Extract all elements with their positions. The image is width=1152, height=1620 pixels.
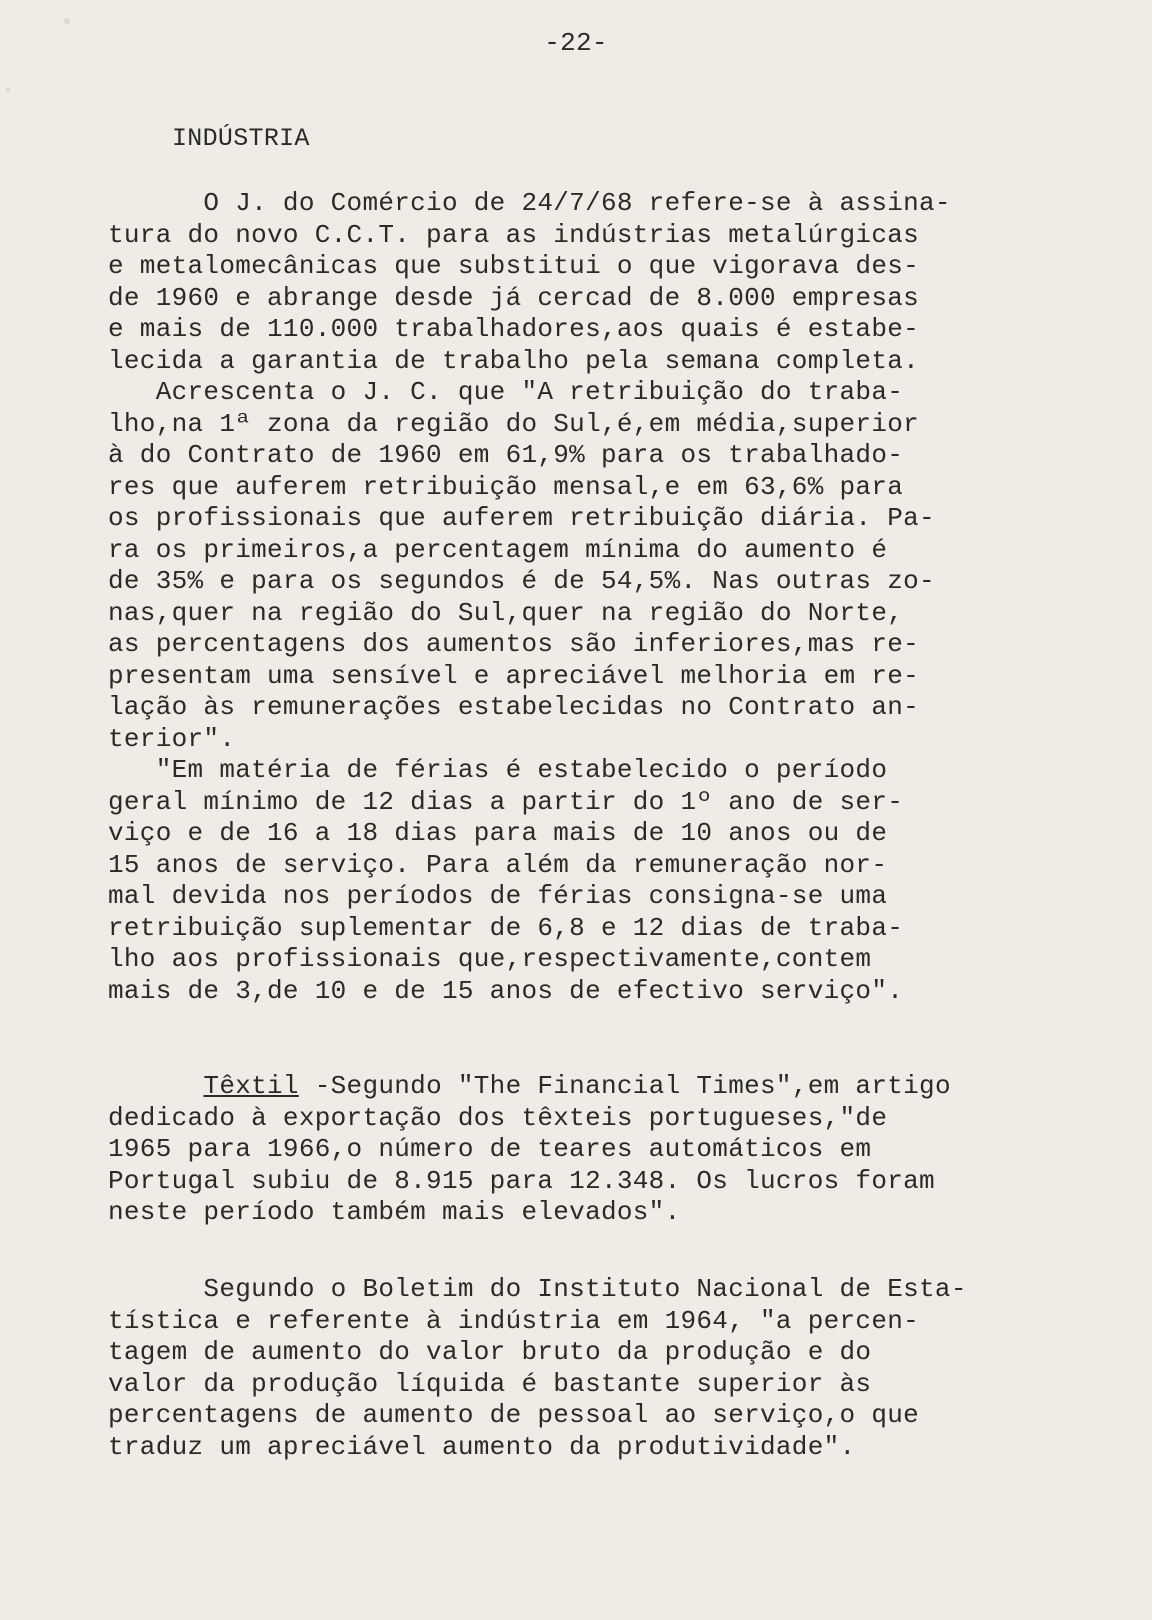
text-line: dedicado à exportação dos têxteis portugueses,"de (108, 1102, 888, 1133)
paper-speck (6, 88, 10, 92)
text-line: res que auferem retribuição mensal,e em 63,6% para (108, 471, 904, 502)
textil-sentence: -Segundo "The Financial Times",em artigo (298, 1071, 951, 1101)
text-line: terior". (108, 723, 236, 754)
text-line: presentam uma sensível e apreciável melhoria em re- (108, 660, 920, 691)
text-line: valor da produção líquida é bastante superior às (108, 1368, 872, 1399)
paper-speck (64, 18, 70, 24)
text-line: lho,na 1ª zona da região do Sul,é,em média,superior (108, 408, 920, 439)
text-line: mal devida nos períodos de férias consigna-se uma (108, 881, 888, 911)
text-line: percentagens de aumento de pessoal ao serviço,o que (108, 1400, 920, 1430)
text-line: neste período também mais elevados". (108, 1197, 681, 1227)
text-line: as percentagens dos aumentos são inferiores,mas re- (108, 629, 920, 659)
paragraph-metalurgicas (108, 188, 1148, 1007)
text-line: à do Contrato de 1960 em 61,9% para os trabalhado- (108, 440, 904, 470)
text-line: lação às remunerações estabelecidas no Contrato an- (108, 692, 920, 722)
text-line: e mais de 110.000 trabalhadores,aos quais é estabe- (108, 314, 920, 344)
text-line: Acrescenta o J. C. que "A retribuição do traba- (108, 377, 904, 407)
textil-heading: Têxtil (203, 1071, 299, 1101)
text-line: tura do novo C.C.T. para as indústrias metalúrgicas (108, 219, 920, 250)
text-line: mais de 3,de 10 e de 15 anos de efectivo serviço". (108, 975, 904, 1006)
text-line: lho aos profissionais que,respectivamente,contem (108, 944, 872, 974)
text-line: traduz um apreciável aumento da produtividade". (108, 1431, 856, 1462)
text-line: de 1960 e abrange desde já cercad de 8.000 empresas (108, 282, 920, 313)
text-line: de 35% e para os segundos é de 54,5%. Nas outras zo- (108, 566, 935, 596)
text-line: "Em matéria de férias é estabelecido o período (108, 755, 888, 785)
text-line: tagem de aumento do valor bruto da produção e do (108, 1337, 872, 1367)
text-line: 1965 para 1966,o número de teares automáticos em (108, 1134, 872, 1164)
text-line: nas,quer na região do Sul,quer na região do Norte, (108, 597, 904, 628)
text-line: e metalomecânicas que substitui o que vigorava des- (108, 251, 920, 281)
text-line: retribuição suplementar de 6,8 e 12 dias de traba- (108, 912, 904, 943)
text-line (108, 1071, 1148, 1103)
text-line: viço e de 16 a 18 dias para mais de 10 anos ou de (108, 818, 888, 848)
text-line: geral mínimo de 12 dias a partir do 1º ano de ser- (108, 786, 904, 817)
page-number: -22- (544, 28, 608, 58)
text-line: 15 anos de serviço. Para além da remuneração nor- (108, 849, 888, 880)
text-line: O J. do Comércio de 24/7/68 refere-se à assina- (108, 188, 951, 218)
paragraph-textil (108, 1071, 1148, 1229)
text-line: Segundo o Boletim do Instituto Nacional de Esta- (108, 1274, 967, 1304)
text-line: ra os primeiros,a percentagem mínima do aumento é (108, 534, 888, 565)
text-line: Portugal subiu de 8.915 para 12.348. Os lucros foram (108, 1165, 935, 1196)
text-line: lecida a garantia de trabalho pela semana completa. (108, 345, 920, 376)
text-line: os profissionais que auferem retribuição diária. Pa- (108, 503, 935, 533)
section-title: INDÚSTRIA (172, 124, 310, 153)
text-line: tística e referente à indústria em 1964, "a percen- (108, 1305, 920, 1336)
paragraph-boletim (108, 1274, 1148, 1463)
